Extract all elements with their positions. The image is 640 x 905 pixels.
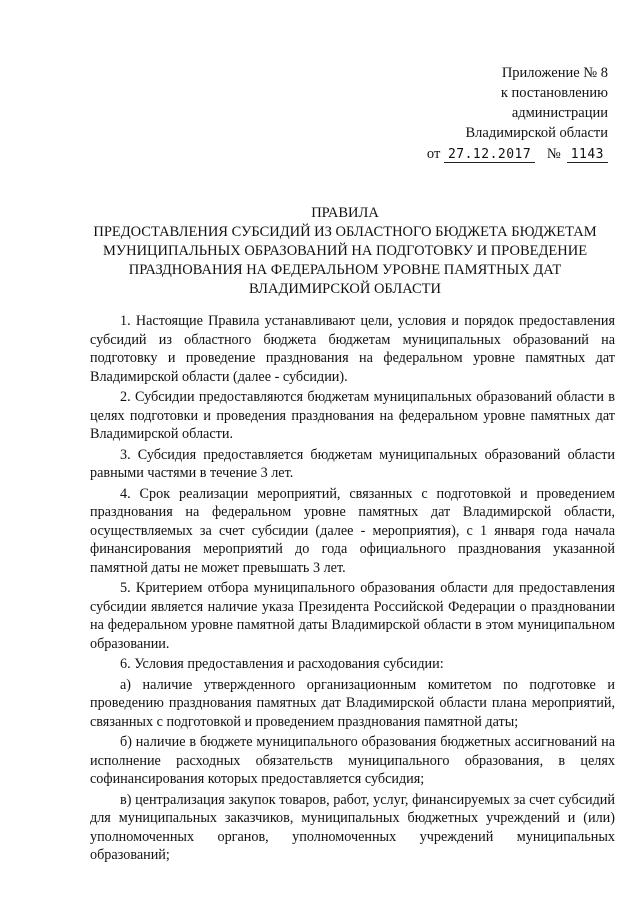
- heading-title: ПРАВИЛА: [311, 205, 379, 221]
- document-body: [90, 312, 615, 867]
- paragraph-6c: в) централизация закупок товаров, работ, услуг, финансируемых за счет субсидий для муниципальных заказчиков, муниципальных бюджетных учреждений и (или) уполномоченных органов, уполномоченных учреждений муниципальных образований;: [90, 791, 615, 863]
- appendix-block: [427, 63, 608, 164]
- paragraph-6: 6. Условия предоставления и расходования субсидии:: [120, 656, 444, 672]
- paragraph-1: 1. Настоящие Правила устанавливают цели, условия и порядок предоставления субсидий из областного бюджета бюджетам муниципальных образований на подготовку и проведение празднования на федеральном уровне памятных дат Владимирской области (далее - субсидии).: [90, 313, 615, 385]
- appendix-date-line: [427, 144, 608, 164]
- appendix-line-administration: администрации: [511, 105, 608, 121]
- date-prefix: от: [426, 146, 441, 162]
- paragraph-4: 4. Срок реализации мероприятий, связанных с подготовкой и проведением празднования на федеральном уровне памятных дат Владимирской области, осуществляемых за счет субсидии (далее - мероприятия), с 1 января года начала финансирования мероприятий до года официального празднования указанной памятной даты не может превышать 3 лет.: [90, 485, 615, 576]
- appendix-line-region: Владимирской области: [465, 125, 608, 141]
- heading-line-3: МУНИЦИПАЛЬНЫХ ОБРАЗОВАНИЙ НА ПОДГОТОВКУ И ПРОВЕДЕНИЕ: [102, 243, 588, 259]
- paragraph-5: 5. Критерием отбора муниципального образования области для предоставления субсидии является наличие указа Президента Российской Федерации о праздновании на федеральном уровне памятной даты Владимирской области в этом муниципальном образовании.: [90, 580, 615, 652]
- document-heading: [70, 204, 620, 299]
- paragraph-6a: а) наличие утвержденного организационным комитетом по подготовке и проведению празднования памятных дат Владимирской области плана мероприятий, связанных с подготовкой и проведением празднования памятной даты;: [90, 676, 615, 730]
- number-value: 1143: [567, 147, 608, 163]
- heading-line-5: ВЛАДИМИРСКОЙ ОБЛАСТИ: [249, 281, 441, 297]
- appendix-title: Приложение № 8: [501, 65, 608, 81]
- paragraph-2: 2. Субсидии предоставляются бюджетам муниципальных образований области в целях подготовки и проведения празднования на федеральном уровне памятных дат Владимирской области.: [90, 389, 615, 442]
- heading-line-4: ПРАЗДНОВАНИЯ НА ФЕДЕРАЛЬНОМ УРОВНЕ ПАМЯТНЫХ ДАТ: [128, 262, 562, 278]
- paragraph-3: 3. Субсидия предоставляется бюджетам муниципальных образований области равными частями в течение 3 лет.: [90, 446, 615, 481]
- date-value: 27.12.2017: [444, 147, 535, 163]
- paragraph-6b: б) наличие в бюджете муниципального образования бюджетных ассигнований на исполнение расходных обязательств муниципального образования, в целях софинансирования которых предоставляется субсидия;: [90, 734, 615, 787]
- appendix-line-resolution: к постановлению: [500, 85, 608, 101]
- number-prefix: №: [546, 146, 561, 162]
- heading-line-2: ПРЕДОСТАВЛЕНИЯ СУБСИДИЙ ИЗ ОБЛАСТНОГО БЮДЖЕТА БЮДЖЕТАМ: [93, 224, 597, 240]
